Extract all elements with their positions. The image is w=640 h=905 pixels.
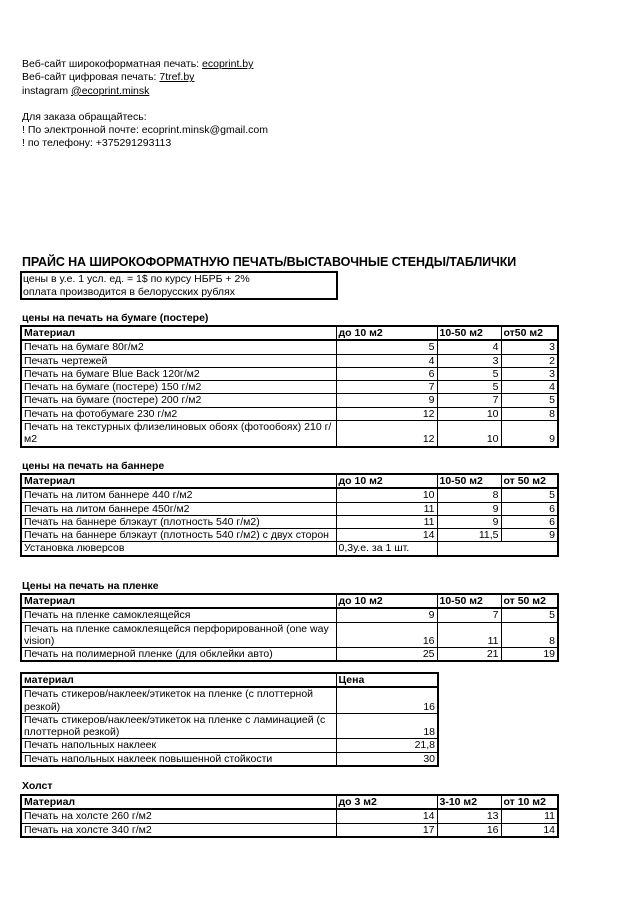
material-cell: Печать на бумаге (постере) 150 г/м2 xyxy=(21,381,336,394)
table-row xyxy=(21,367,558,380)
wide-format-site-line xyxy=(22,58,268,71)
digital-site-link[interactable]: 7tref.by xyxy=(159,71,195,84)
column-header: до 3 м2 xyxy=(336,795,437,809)
price-cell: 2 xyxy=(501,354,558,367)
column-header: от50 м2 xyxy=(501,326,558,340)
material-cell: Печать на пленке самоклеящейся xyxy=(21,608,336,622)
price-cell: 16 xyxy=(336,622,437,648)
material-cell: Печать на фотобумаге 230 г/м2 xyxy=(21,407,336,420)
table-row xyxy=(21,752,438,766)
material-cell: Печать на литом баннере 440 г/м2 xyxy=(21,488,336,502)
table-header-row xyxy=(21,326,558,340)
material-cell: Печать чертежей xyxy=(21,354,336,367)
price-cell: 7 xyxy=(437,608,501,622)
price-cell: 10 xyxy=(336,488,437,502)
canvas-section-heading: Холст xyxy=(22,780,53,792)
table-row xyxy=(21,407,558,420)
material-cell: Установка люверсов xyxy=(21,542,336,556)
table-header-row xyxy=(21,795,558,809)
table-row xyxy=(21,823,558,837)
price-cell: 0,3у.е. за 1 шт. xyxy=(336,542,437,556)
price-cell: 14 xyxy=(336,809,437,823)
material-cell: Печать на бумаге (постере) 200 г/м2 xyxy=(21,394,336,407)
price-cell: 17 xyxy=(336,823,437,837)
table-row xyxy=(21,529,558,542)
price-cell: 7 xyxy=(336,381,437,394)
price-cell: 8 xyxy=(437,488,501,502)
material-cell: Печать на литом баннере 450г/м2 xyxy=(21,502,336,515)
price-cell: 3 xyxy=(501,340,558,354)
wide-format-site-link[interactable]: ecoprint.by xyxy=(202,58,254,70)
price-cell: 11,5 xyxy=(437,529,501,542)
price-cell: 19 xyxy=(501,648,558,662)
digital-site-label: Веб-сайт цифровая печать: xyxy=(22,71,160,84)
table-row xyxy=(21,381,558,394)
canvas-price-table xyxy=(20,794,559,838)
table-row xyxy=(21,809,558,823)
material-cell: Печать на пленке самоклеящейся перфорированной (one way vision) xyxy=(21,622,336,648)
price-cell: 9 xyxy=(437,502,501,515)
price-cell: 13 xyxy=(437,809,501,823)
material-cell: Печать на полимерной пленке (для обклейки авто) xyxy=(21,648,336,662)
table-row xyxy=(21,502,558,515)
column-header: 10-50 м2 xyxy=(437,326,501,340)
table-row xyxy=(21,687,438,713)
material-cell: Печать напольных наклеек xyxy=(21,739,336,752)
price-cell: 9 xyxy=(501,529,558,542)
price-cell: 11 xyxy=(336,515,437,528)
price-cell: 10 xyxy=(437,421,501,447)
column-header: 10-50 м2 xyxy=(437,594,501,608)
price-cell: 6 xyxy=(501,502,558,515)
banner-price-table xyxy=(20,473,559,557)
price-cell: 11 xyxy=(437,622,501,648)
column-header: от 50 м2 xyxy=(501,474,558,488)
email-line: ! По электронной почте: ecoprint.minsk@gmail.com xyxy=(22,124,268,137)
price-cell: 21 xyxy=(437,648,501,662)
contacts-block xyxy=(22,58,268,151)
price-cell: 9 xyxy=(336,608,437,622)
price-cell: 5 xyxy=(437,381,501,394)
paper-price-table xyxy=(20,325,559,448)
table-row xyxy=(21,354,558,367)
column-header: Цена xyxy=(336,673,438,687)
price-cell: 14 xyxy=(336,529,437,542)
column-header: Материал xyxy=(21,326,336,340)
table-row xyxy=(21,608,558,622)
table-row xyxy=(21,340,558,354)
price-cell: 9 xyxy=(336,394,437,407)
table-row xyxy=(21,488,558,502)
price-cell: 5 xyxy=(501,394,558,407)
column-header: материал xyxy=(21,673,336,687)
price-cell: 5 xyxy=(501,608,558,622)
paper-section-heading: цены на печать на бумаге (постере) xyxy=(22,312,209,324)
price-cell: 4 xyxy=(336,354,437,367)
price-cell: 5 xyxy=(437,367,501,380)
column-header: от 10 м2 xyxy=(501,795,558,809)
price-cell: 18 xyxy=(336,713,438,739)
material-cell: Печать на бумаге Blue Back 120г/м2 xyxy=(21,367,336,380)
price-cell: 5 xyxy=(501,488,558,502)
price-cell: 8 xyxy=(501,622,558,648)
instagram-link[interactable]: @ecoprint.minsk xyxy=(71,84,150,97)
price-cell: 11 xyxy=(501,809,558,823)
table-header-row xyxy=(21,474,558,488)
price-cell: 10 xyxy=(437,407,501,420)
column-header: Материал xyxy=(21,594,336,608)
column-header: Материал xyxy=(21,795,336,809)
currency-note-line-2: оплата производится в белорусских рублях xyxy=(23,285,235,298)
price-cell: 30 xyxy=(336,752,438,766)
order-heading: Для заказа обращайтесь: xyxy=(22,110,147,123)
column-header: до 10 м2 xyxy=(336,594,437,608)
price-cell: 12 xyxy=(336,407,437,420)
table-header-row xyxy=(21,594,558,608)
table-row xyxy=(21,515,558,528)
table-row xyxy=(21,421,558,447)
material-cell: Печать на холсте 340 г/м2 xyxy=(21,823,336,837)
column-header: до 10 м2 xyxy=(336,326,437,340)
price-cell: 21,8 xyxy=(336,739,438,752)
instagram-line xyxy=(22,85,268,98)
material-cell: Печать на бумаге 80г/м2 xyxy=(21,340,336,354)
price-cell: 7 xyxy=(437,394,501,407)
digital-site-line xyxy=(22,71,268,84)
material-cell: Печать напольных наклеек повышенной стойкости xyxy=(21,752,336,766)
material-cell: Печать стикеров/наклеек/этикеток на пленке с ламинацией (с плоттерной резкой) xyxy=(21,713,336,739)
table-row xyxy=(21,394,558,407)
price-cell: 25 xyxy=(336,648,437,662)
price-cell: 4 xyxy=(437,340,501,354)
table-row xyxy=(21,713,438,739)
price-cell: 14 xyxy=(501,823,558,837)
column-header: 10-50 м2 xyxy=(437,474,501,488)
table-header-row xyxy=(21,673,438,687)
currency-note-box xyxy=(20,271,338,300)
film-price-table xyxy=(20,593,559,662)
price-cell: 9 xyxy=(437,515,501,528)
table-row xyxy=(21,648,558,662)
price-cell: 8 xyxy=(501,407,558,420)
column-header: 3-10 м2 xyxy=(437,795,501,809)
column-header: от 50 м2 xyxy=(501,594,558,608)
price-cell: 6 xyxy=(501,515,558,528)
price-cell: 9 xyxy=(501,421,558,447)
price-cell: 4 xyxy=(501,381,558,394)
table-row xyxy=(21,542,558,556)
column-header: до 10 м2 xyxy=(336,474,437,488)
instagram-label: instagram xyxy=(22,84,72,97)
price-cell: 6 xyxy=(336,367,437,380)
material-cell: Печать на холсте 260 г/м2 xyxy=(21,809,336,823)
stickers-price-table xyxy=(20,672,439,767)
price-cell: 3 xyxy=(501,367,558,380)
price-cell: 12 xyxy=(336,421,437,447)
material-cell: Печать на баннере блэкаут (плотность 540 г/м2) с двух сторон xyxy=(21,529,336,542)
price-cell: 11 xyxy=(336,502,437,515)
phone-line: ! по телефону: +375291293113 xyxy=(22,137,172,150)
table-row xyxy=(21,739,438,752)
price-cell: 16 xyxy=(336,687,438,713)
table-row xyxy=(21,622,558,648)
film-section-heading: Цены на печать на пленке xyxy=(22,580,159,592)
material-cell: Печать на текстурных флизелиновых обоях (фотообоях) 210 г/м2 xyxy=(21,421,336,447)
price-cell: 5 xyxy=(336,340,437,354)
banner-section-heading: цены на печать на баннере xyxy=(22,460,165,472)
page-title: ПРАЙС НА ШИРОКОФОРМАТНУЮ ПЕЧАТЬ/ВЫСТАВОЧНЫЕ СТЕНДЫ/ТАБЛИЧКИ xyxy=(22,255,517,269)
material-cell: Печать на баннере блэкаут (плотность 540 г/м2) xyxy=(21,515,336,528)
currency-note-line-1: цены в у.е. 1 усл. ед. = 1$ по курсу НБРБ + 2% xyxy=(23,273,250,285)
column-header: Материал xyxy=(21,474,336,488)
material-cell: Печать стикеров/наклеек/этикеток на пленке (с плоттерной резкой) xyxy=(21,687,336,713)
price-cell: 16 xyxy=(437,823,501,837)
price-cell: 3 xyxy=(437,354,501,367)
wide-format-site-label: Веб-сайт широкоформатная печать: xyxy=(22,58,203,70)
